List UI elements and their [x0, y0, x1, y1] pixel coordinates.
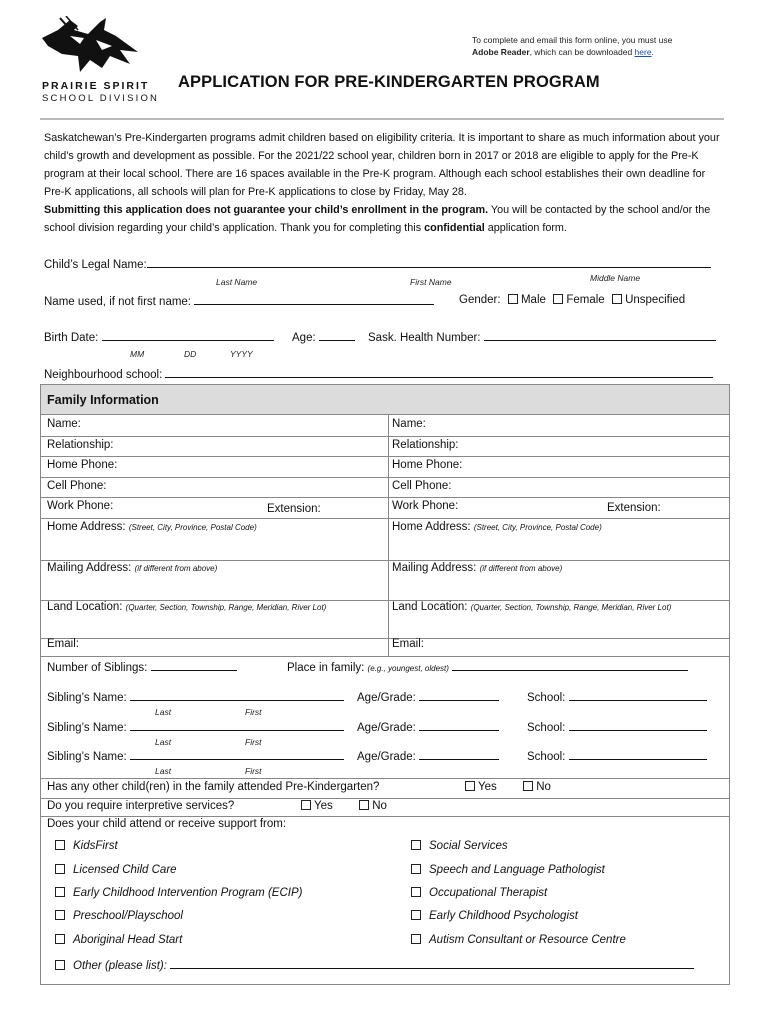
parent1-mailing-address[interactable]: Mailing Address: (if different from above): [47, 562, 218, 574]
last-name-caption: Last Name: [216, 277, 258, 287]
gender-female-checkbox[interactable]: [553, 294, 563, 304]
sibling1-first-caption: First: [245, 707, 262, 717]
gender-male-checkbox[interactable]: [508, 294, 518, 304]
prek-yes-checkbox[interactable]: [465, 781, 475, 791]
family-info-header: Family Information: [41, 385, 729, 415]
row-divider: [41, 560, 729, 561]
gender-unspecified-checkbox[interactable]: [612, 294, 622, 304]
row-divider: [41, 497, 729, 498]
licensed-child-care-checkbox[interactable]: [55, 864, 65, 874]
sibling2-school-row: School:: [527, 720, 707, 734]
support-other: Other (please list):: [55, 958, 694, 972]
prek-no-checkbox[interactable]: [523, 781, 533, 791]
support-early-childhood-psychologist[interactable]: Early Childhood Psychologist: [411, 910, 578, 922]
parent2-mailing-address[interactable]: Mailing Address: (if different from above): [392, 562, 563, 574]
sibling1-school-row: School:: [527, 690, 707, 704]
health-number-field[interactable]: [484, 330, 716, 341]
parent1-home-address[interactable]: Home Address: (Street, City, Province, Postal Code): [47, 521, 257, 533]
health-number-row: Sask. Health Number:: [368, 330, 716, 344]
parent1-extension[interactable]: Extension:: [267, 503, 321, 515]
parent2-extension[interactable]: Extension:: [607, 502, 661, 514]
parent2-relationship[interactable]: Relationship:: [392, 439, 459, 451]
birth-date-field[interactable]: [102, 330, 274, 341]
parent2-name[interactable]: Name:: [392, 418, 426, 430]
download-link[interactable]: here: [634, 47, 652, 57]
parent1-relationship[interactable]: Relationship:: [47, 439, 114, 451]
row-divider: [41, 798, 729, 799]
family-information-table: [40, 384, 730, 985]
eagle-icon: [40, 16, 150, 80]
page-title: APPLICATION FOR PRE-KINDERGARTEN PROGRAM: [178, 73, 600, 91]
social-services-checkbox[interactable]: [411, 840, 421, 850]
sibling1-name-row: Sibling’s Name:: [47, 690, 344, 704]
parent1-home-phone[interactable]: Home Phone:: [47, 459, 118, 471]
logo-subtitle: SCHOOL DIVISION: [42, 93, 160, 104]
parent2-work-phone[interactable]: Work Phone:: [392, 500, 459, 512]
row-divider: [41, 778, 729, 779]
support-autism-consultant[interactable]: Autism Consultant or Resource Centre: [411, 934, 626, 946]
autism-consultant-checkbox[interactable]: [411, 934, 421, 944]
row-divider: [41, 436, 729, 437]
parent1-work-phone[interactable]: Work Phone:: [47, 500, 114, 512]
sibling3-first-caption: First: [245, 766, 262, 776]
occupational-therapist-checkbox[interactable]: [411, 887, 421, 897]
parent2-land-location[interactable]: Land Location: (Quarter, Section, Township, Range, Meridian, River Lot): [392, 601, 672, 613]
legal-name-field[interactable]: [147, 257, 711, 268]
birth-date-row: Birth Date:: [44, 330, 274, 344]
logo-name: PRAIRIE SPIRIT: [42, 80, 150, 92]
sibling3-school-row: School:: [527, 749, 707, 763]
place-in-family: Place in family: (e.g., youngest, oldest): [287, 660, 688, 674]
aboriginal-head-start-checkbox[interactable]: [55, 934, 65, 944]
sibling1-last-caption: Last: [155, 707, 172, 717]
prairie-spirit-logo: [40, 16, 160, 106]
sibling3-name-field[interactable]: [130, 749, 344, 760]
prek-question: Has any other child(ren) in the family attended Pre-Kindergarten?: [47, 781, 380, 793]
parent2-cell-phone[interactable]: Cell Phone:: [392, 480, 452, 492]
prek-yes[interactable]: Yes: [465, 781, 497, 793]
support-aboriginal-head-start[interactable]: Aboriginal Head Start: [55, 934, 182, 946]
prek-no[interactable]: No: [523, 781, 551, 793]
interp-no[interactable]: No: [359, 800, 387, 812]
sibling1-age-row: Age/Grade:: [357, 690, 499, 704]
sibling1-name-field[interactable]: [130, 690, 344, 701]
school-row: Neighbourhood school:: [44, 367, 713, 381]
interp-question: Do you require interpretive services?: [47, 800, 235, 812]
support-preschool[interactable]: Preschool/Playschool: [55, 910, 183, 922]
sibling1-age-field[interactable]: [419, 690, 499, 701]
parent1-land-location[interactable]: Land Location: (Quarter, Section, Township, Range, Meridian, River Lot): [47, 601, 327, 613]
support-speech-language[interactable]: Speech and Language Pathologist: [411, 864, 605, 876]
interp-yes-checkbox[interactable]: [301, 800, 311, 810]
name-used-row: Name used, if not first name:: [44, 294, 434, 308]
intro-text: Saskatchewan’s Pre-Kindergarten programs admit children based on eligibility criteria. It is important to share as much information about your child’s growth and development as possible. For the 2021/22 school year, children born in 2017 or 2018 are eligible to apply for the Pre-K program at their local school. There are 16 spaces available in the Pre-K program. Although each school establishes their own deadline for Pre-K applications, all schools will plan for Pre-K applications to close by Friday, May 28. Submitting this application does not guarantee your child’s enrollment in the program. You will be contacted by the school and/or the school division regarding your child’s application. Thank you for completing this confidential application form.: [44, 132, 720, 234]
gender-row: Gender: Male Female Unspecified: [459, 294, 686, 306]
name-used-field[interactable]: [194, 294, 434, 305]
parent2-email[interactable]: Email:: [392, 638, 424, 650]
parent1-cell-phone[interactable]: Cell Phone:: [47, 480, 107, 492]
parent1-name[interactable]: Name:: [47, 418, 81, 430]
sibling2-school-field[interactable]: [569, 720, 707, 731]
age-field[interactable]: [319, 330, 355, 341]
parent2-home-address[interactable]: Home Address: (Street, City, Province, Postal Code): [392, 521, 602, 533]
neighbourhood-school-field[interactable]: [165, 367, 713, 378]
support-social-services[interactable]: Social Services: [411, 840, 508, 852]
other-checkbox[interactable]: [55, 960, 65, 970]
row-divider: [41, 518, 729, 519]
place-in-family-field[interactable]: [452, 660, 688, 671]
support-licensed-child-care[interactable]: Licensed Child Care: [55, 864, 177, 876]
number-of-siblings: Number of Siblings:: [47, 660, 237, 674]
support-question: Does your child attend or receive support from:: [47, 818, 287, 830]
interp-yes[interactable]: Yes: [301, 800, 333, 812]
early-childhood-psychologist-checkbox[interactable]: [411, 910, 421, 920]
parent2-home-phone[interactable]: Home Phone:: [392, 459, 463, 471]
sibling3-age-row: Age/Grade:: [357, 749, 499, 763]
sibling2-first-caption: First: [245, 737, 262, 747]
legal-name-row: Child’s Legal Name:: [44, 257, 711, 271]
mm-caption: MM: [130, 349, 145, 359]
row-divider: [41, 477, 729, 478]
sibling3-name-row: Sibling’s Name:: [47, 749, 344, 763]
kidsfirst-checkbox[interactable]: [55, 840, 65, 850]
sibling2-name-row: Sibling’s Name:: [47, 720, 344, 734]
yyyy-caption: YYYY: [230, 349, 253, 359]
interp-no-checkbox[interactable]: [359, 800, 369, 810]
row-divider: [41, 816, 729, 817]
sibling1-school-field[interactable]: [569, 690, 707, 701]
sibling2-last-caption: Last: [155, 737, 172, 747]
first-name-caption: First Name: [410, 277, 452, 287]
dd-caption: DD: [184, 349, 197, 359]
sibling2-name-field[interactable]: [130, 720, 344, 731]
siblings-count-field[interactable]: [151, 660, 237, 671]
sibling2-age-row: Age/Grade:: [357, 720, 499, 734]
support-kidsfirst[interactable]: KidsFirst: [55, 840, 118, 852]
preschool-checkbox[interactable]: [55, 910, 65, 920]
sibling3-age-field[interactable]: [419, 749, 499, 760]
row-divider: [41, 456, 729, 457]
middle-name-caption: Middle Name: [590, 273, 641, 283]
sibling2-age-field[interactable]: [419, 720, 499, 731]
parent1-email[interactable]: Email:: [47, 638, 79, 650]
row-divider: [41, 638, 729, 639]
column-divider: [388, 415, 389, 656]
speech-language-checkbox[interactable]: [411, 864, 421, 874]
title-divider: [40, 118, 724, 120]
row-divider: [41, 656, 729, 657]
sibling3-school-field[interactable]: [569, 749, 707, 760]
sibling3-last-caption: Last: [155, 766, 172, 776]
support-occupational-therapist[interactable]: Occupational Therapist: [411, 887, 547, 899]
other-field[interactable]: [170, 958, 694, 969]
adobe-notice: To complete and email this form online, you must use Adobe Reader, which can be downloaded here.: [472, 35, 673, 57]
support-ecip[interactable]: Early Childhood Intervention Program (ECIP): [55, 887, 302, 899]
age-row: Age:: [292, 330, 355, 344]
ecip-checkbox[interactable]: [55, 887, 65, 897]
